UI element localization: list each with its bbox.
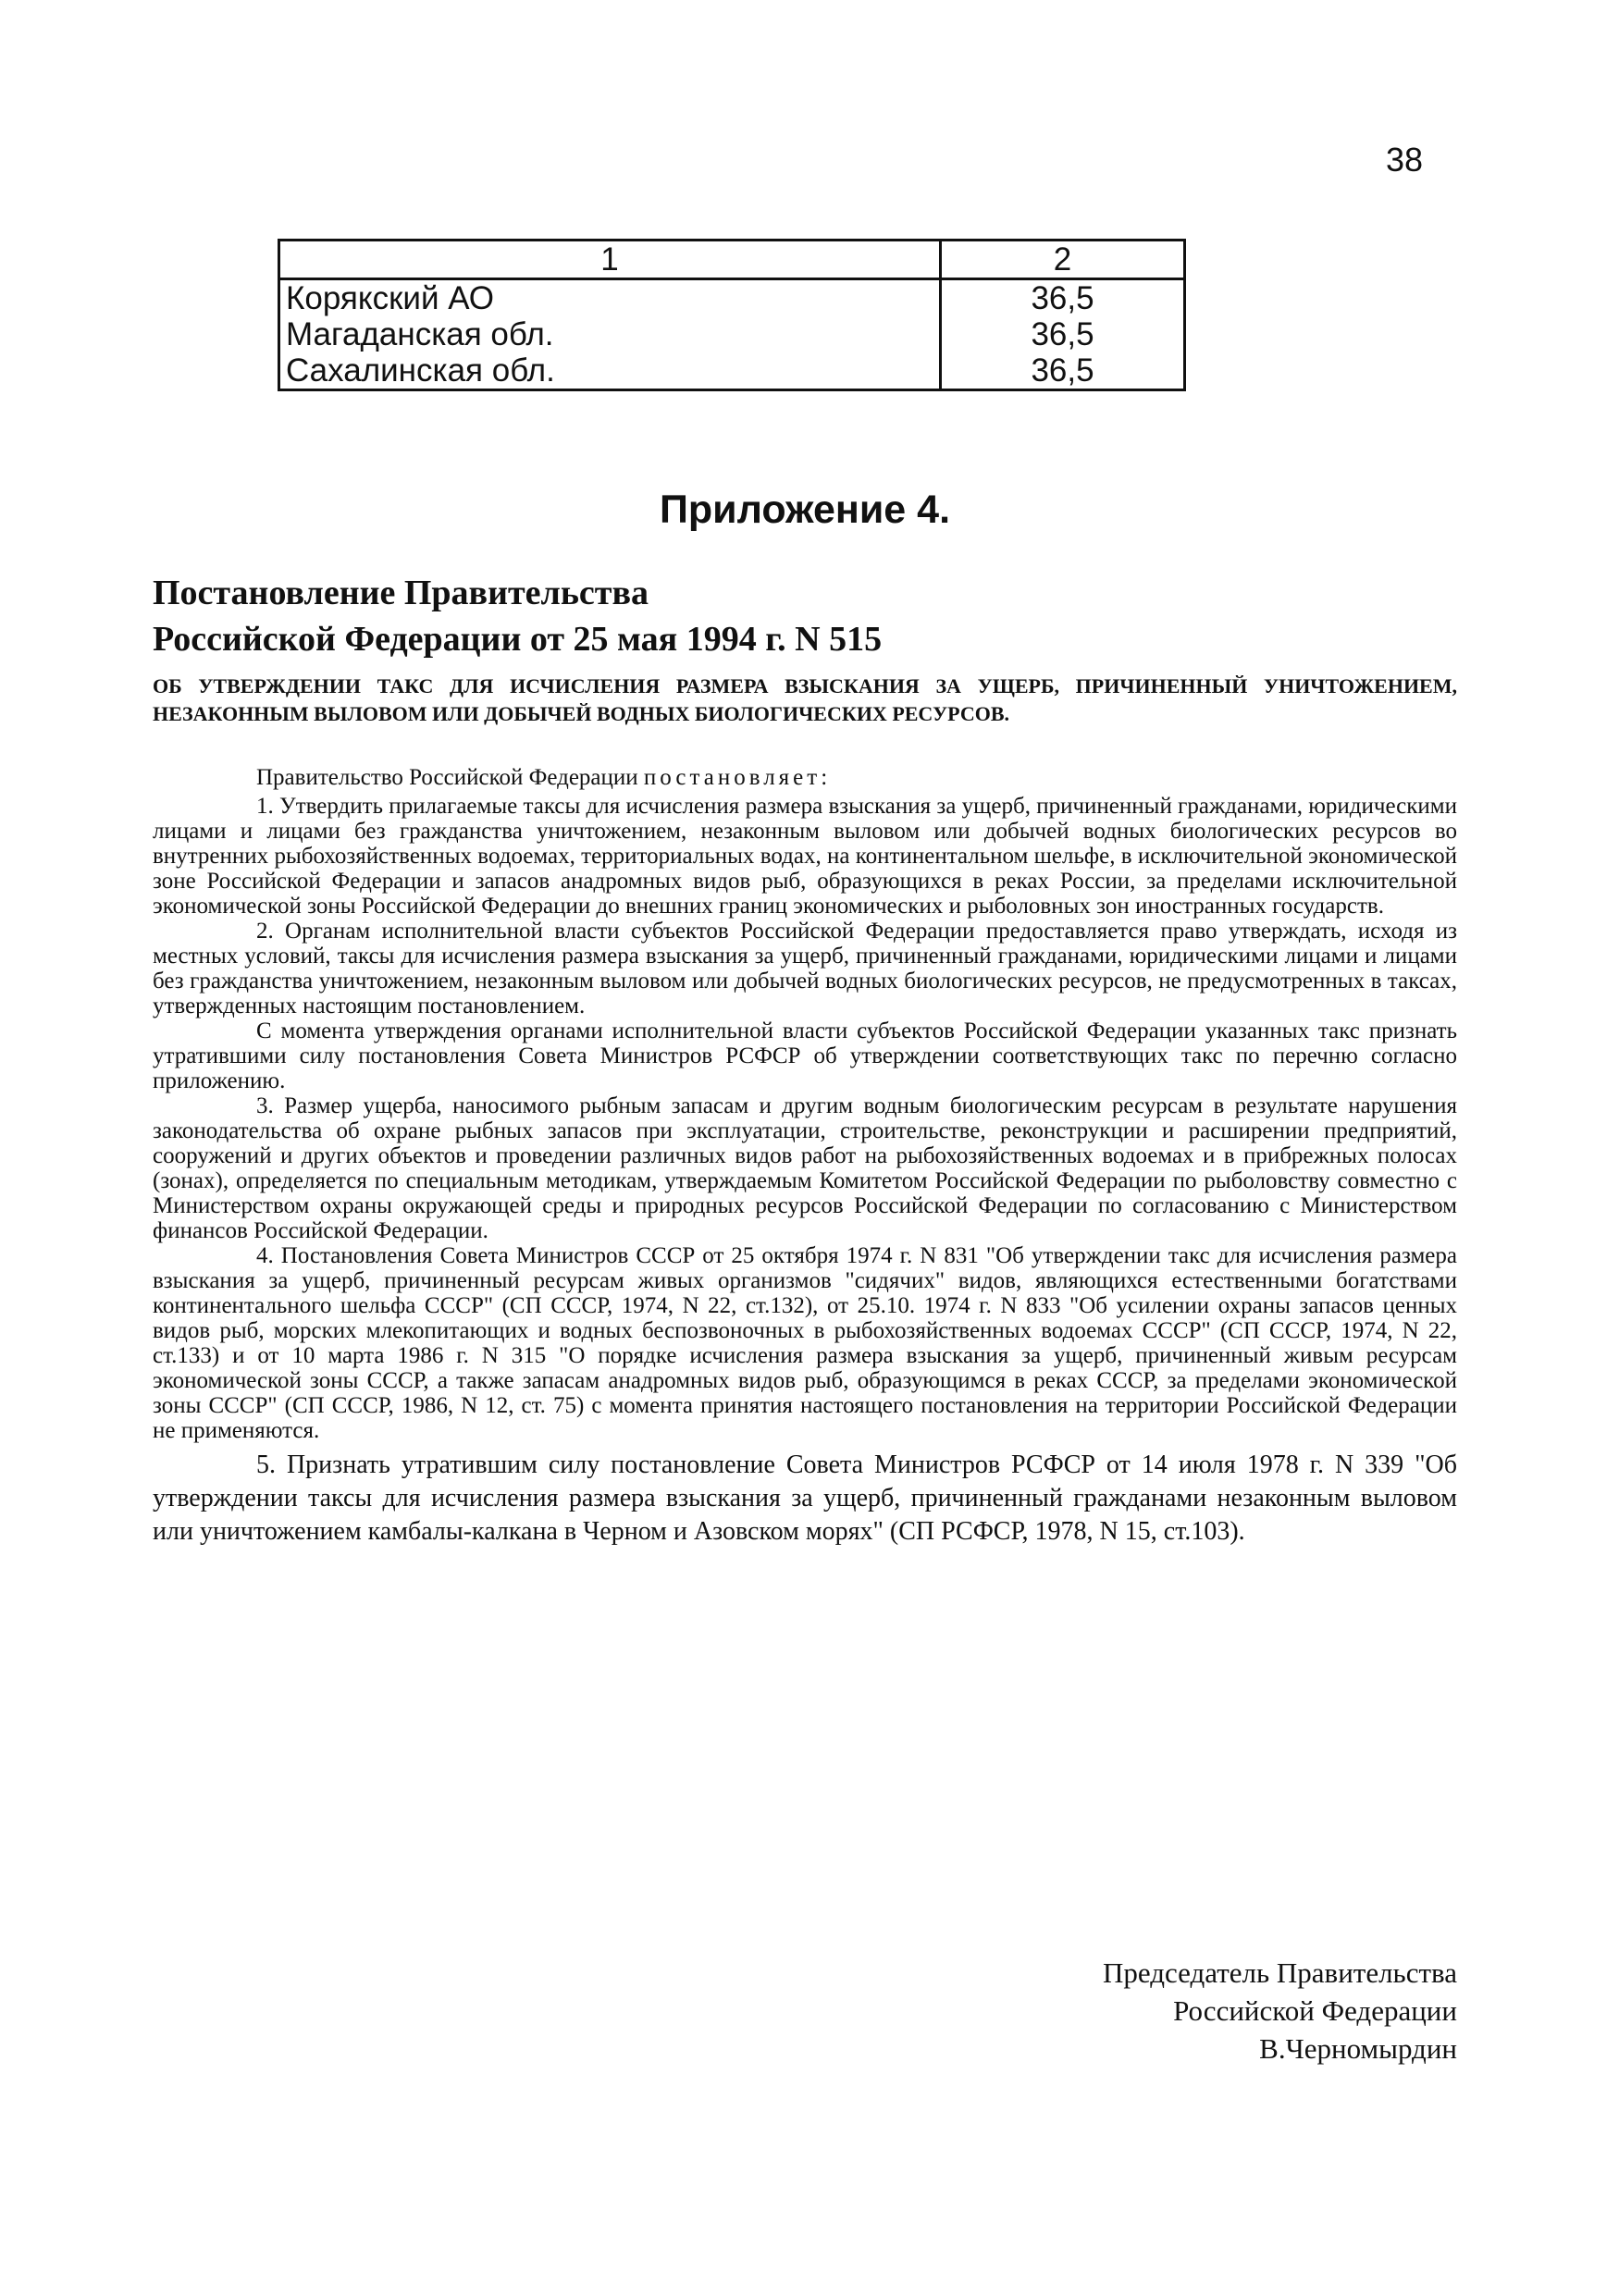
table-row (279, 352, 1185, 390)
table-row (279, 279, 1185, 317)
decree-body (153, 765, 1457, 1549)
appendix-title: Приложение 4. (660, 488, 951, 532)
paragraph-2-continued: С момента утверждения органами исполнительной власти субъектов Российской Федерации указанных такс признать утратившими силу постановления Совета Министров РСФСР об утверждении соответствующих такс по перечню согласно приложению. (153, 1018, 1457, 1093)
signature-block (1103, 1954, 1457, 2068)
table-row (279, 316, 1185, 352)
preamble-text: Правительство Российской Федерации (256, 765, 638, 790)
paragraph-2: 2. Органам исполнительной власти субъектов Российской Федерации предоставляется право утверждать, исходя из местных условий, таксы для исчисления размера взыскания за ущерб, причиненный гражданами, юридическими лицами и лицами без гражданства уничтожением, незаконным выловом или добычей водных биологических ресурсов, не предусмотренных в таксах, утвержденных настоящим постановлением. (153, 919, 1457, 1018)
preamble-keyword: постановляет: (643, 765, 832, 790)
paragraph-1: 1. Утвердить прилагаемые таксы для исчисления размера взыскания за ущерб, причиненный гражданами, юридическими лицами и лицами без гражданства уничтожением, незаконным выловом или добычей водных биологических ресурсов во внутренних рыбохозяйственных водоемах, территориальных водах, на континентальном шельфе, в исключительной экономической зоне Российской Федерации и запасов анадромных видов рыб, образующихся в реках России, за пределами исключительной экономической зоны Российской Федерации до внешних границ экономических и рыболовных зон иностранных государств. (153, 794, 1457, 919)
decree-heading (153, 570, 882, 662)
decree-heading-line-1: Постановление Правительства (153, 574, 649, 612)
value-cell: 36,5 (941, 352, 1185, 390)
table-header-row (279, 241, 1185, 279)
region-cell: Магаданская обл. (279, 316, 941, 352)
page-number: 38 (1386, 141, 1424, 179)
paragraph-3: 3. Размер ущерба, наносимого рыбным запасам и другим водным биологическим ресурсам в результате нарушения законодательства об охране рыбных запасов при эксплуатации, строительстве, реконструкции и расширении предприятий, сооружений и других объектов и проведении различных видов работ на рыбохозяйственных водоемах и в прибрежных полосах (зонах), определяется по специальным методикам, утверждаемым Комитетом Российской Федерации по рыболовству совместно с Министерством охраны окружающей среды и природных ресурсов Российской Федерации по согласованию с Министерством финансов Российской Федерации. (153, 1093, 1457, 1243)
region-cell: Корякский АО (279, 279, 941, 317)
rates-table (278, 239, 1186, 391)
paragraph-4: 4. Постановления Совета Министров СССР от 25 октября 1974 г. N 831 "Об утверждении такс для исчисления размера взыскания за ущерб, причиненный ресурсам живых организмов "сидячих" видов, являющихся естественными богатствами континентального шельфа СССР" (СП СССР, 1974, N 22, ст.132), от 25.10. 1974 г. N 833 "Об усилении охраны запасов ценных видов рыб, морских млекопитающих и водных беспозвоночных в рыбохозяйственных водоемах СССР" (СП СССР, 1974, N 22, ст.133) и от 10 марта 1986 г. N 315 "О порядке исчисления размера взыскания за ущерб, причиненный живым ресурсам экономической зоны СССР, а также запасам анадромных видов рыб, образующимся в реках СССР, за пределами экономической зоны СССР" (СП СССР, 1986, N 12, ст. 75) с момента принятия настоящего постановления на территории Российской Федерации не применяются. (153, 1243, 1457, 1443)
value-cell: 36,5 (941, 316, 1185, 352)
paragraph-5: 5. Признать утратившим силу постановление Совета Министров РСФСР от 14 июля 1978 г. N 339 "Об утверждении таксы для исчисления размера взыскания за ущерб, причиненный гражданами незаконным выловом или уничтожением камбалы-калкана в Черном и Азовском морях" (СП РСФСР, 1978, N 15, ст.103). (153, 1450, 1457, 1546)
decree-subject: ОБ УТВЕРЖДЕНИИ ТАКС ДЛЯ ИСЧИСЛЕНИЯ РАЗМЕРА ВЗЫСКАНИЯ ЗА УЩЕРБ, ПРИЧИНЕННЫЙ УНИЧТОЖЕНИЕМ, НЕЗАКОННЫМ ВЫЛОВОМ ИЛИ ДОБЫЧЕЙ ВОДНЫХ БИОЛОГИЧЕСКИХ РЕСУРСОВ. (153, 674, 1457, 725)
signature-title-line-1: Председатель Правительства (1103, 1957, 1457, 1989)
decree-heading-line-2: Российской Федерации от 25 мая 1994 г. N 515 (153, 620, 883, 659)
signature-name: В.Черномырдин (1259, 2032, 1457, 2065)
preamble (153, 765, 1457, 790)
signature-title-line-2: Российской Федерации (1173, 1994, 1457, 2027)
column-header-1: 1 (279, 241, 941, 279)
region-cell: Сахалинская обл. (279, 352, 941, 390)
column-header-2: 2 (941, 241, 1185, 279)
value-cell: 36,5 (941, 279, 1185, 317)
